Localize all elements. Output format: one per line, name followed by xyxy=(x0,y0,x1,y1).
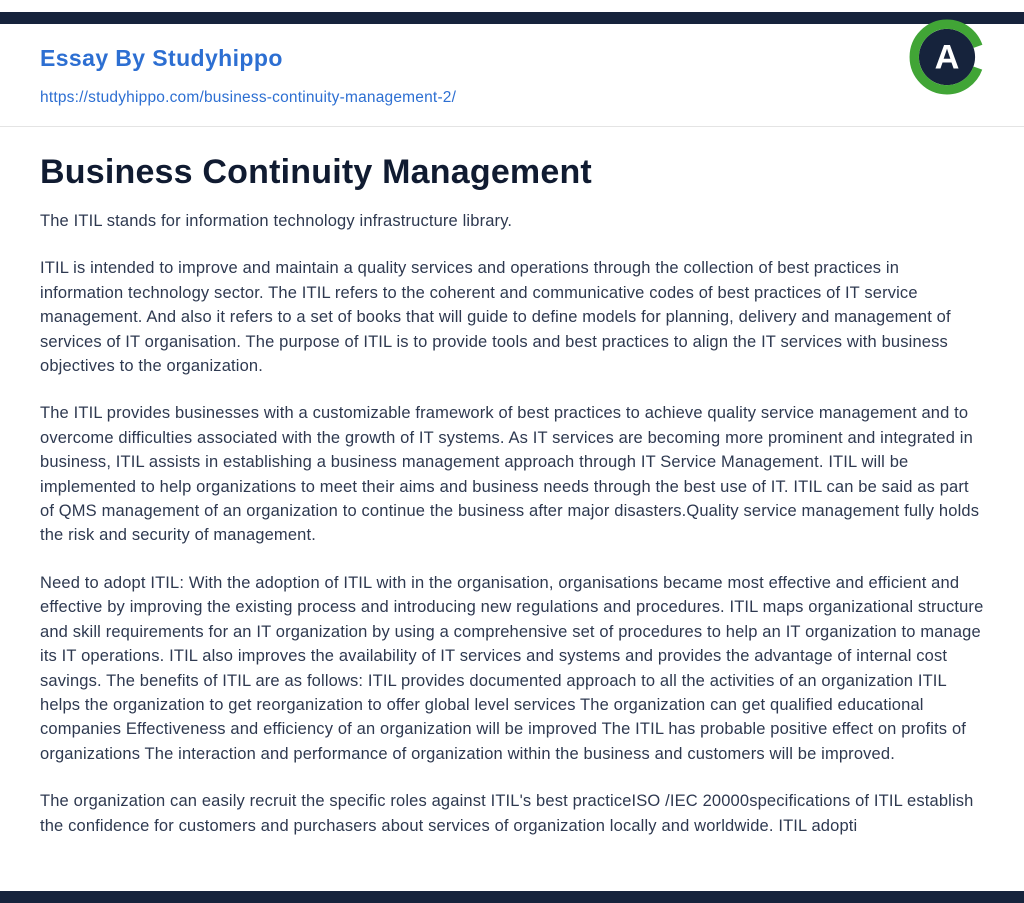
article-paragraph: The ITIL provides businesses with a customizable framework of best practices to achieve quality service management and to overcome difficulties associated with the growth of IT systems. As IT services are becoming more prominent and integrated in business, ITIL assists in establishing a business management approach through IT Service Management. ITIL will be implemented to help organizations to meet their aims and business needs through the best use of IT. ITIL can be said as part of QMS management of an organization to continue the business after major disasters.Quality service management fully holds the risk and security of management. xyxy=(40,404,980,545)
page-header xyxy=(0,12,1024,127)
site-brand: Essay By Studyhippo xyxy=(40,45,283,71)
studyhippo-logo xyxy=(908,18,986,96)
logo-letter: A xyxy=(934,38,960,77)
article-paragraph: The ITIL stands for information technology infrastructure library. xyxy=(40,212,513,230)
article-paragraph: ITIL is intended to improve and maintain a quality services and operations through the collection of best practices in information technology sector. The ITIL refers to the coherent and communicative codes of best practices of IT service management. And also it refers to a set of books that will guide to define models for planning, delivery and management of services of IT organisation. The purpose of ITIL is to provide tools and best practices to align the IT services with business objectives to the organization. xyxy=(40,259,951,376)
article-content xyxy=(0,127,1024,838)
bottom-accent-bar xyxy=(0,891,1024,903)
article-paragraph: The organization can easily recruit the specific roles against ITIL's best practiceISO /IEC 20000specifications of ITIL establish the confidence for customers and purchasers about services of organization locally and worldwide. ITIL adopti xyxy=(40,792,974,835)
page-title: Business Continuity Management xyxy=(40,153,592,191)
studyhippo-logo-icon xyxy=(908,18,986,96)
article-paragraph: Need to adopt ITIL: With the adoption of ITIL with in the organisation, organisations became most effective and efficient and effective by improving the existing process and introducing new regulations and procedures. ITIL maps organizational structure and skill requirements for an IT organization by using a comprehensive set of procedures to help an IT organization to manage its IT operations. ITIL also improves the availability of IT services and systems and provides the advantage of internal cost savings. The benefits of ITIL are as follows: ITIL provides documented approach to all the activities of an organization ITIL helps the organization to get reorganization to offer global level services The organization can get qualified educational companies Effectiveness and efficiency of an organization will be improved The ITIL has probable positive effect on profits of organizations The interaction and performance of organization within the business and customers will be improved. xyxy=(40,573,984,763)
source-url-link[interactable]: https://studyhippo.com/business-continuity-management-2/ xyxy=(40,89,457,106)
